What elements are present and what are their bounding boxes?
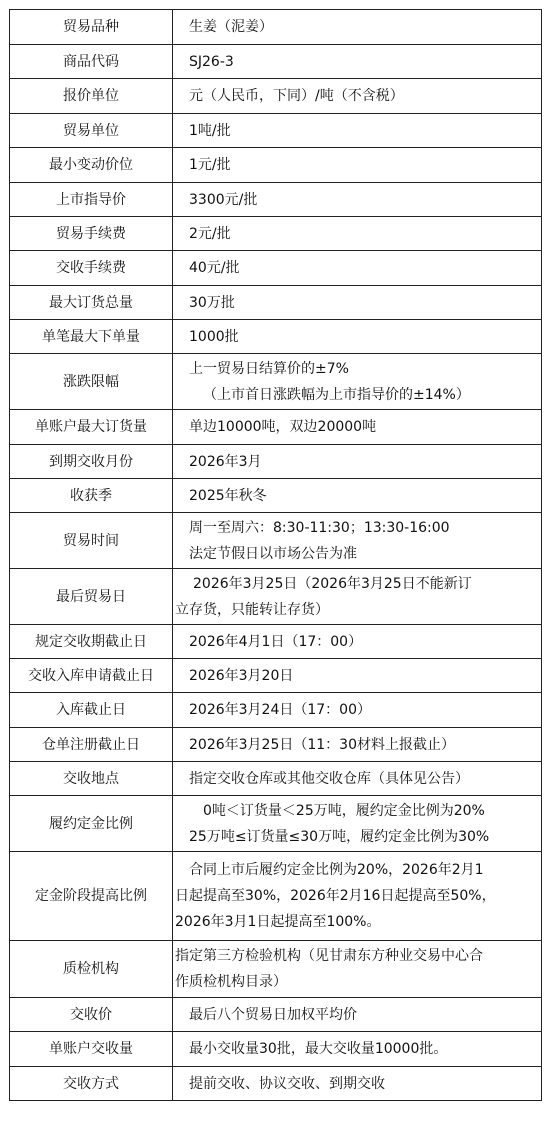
contract-spec-table <box>9 9 542 1101</box>
field-value <box>173 659 542 693</box>
field-value <box>173 1067 542 1101</box>
field-value-line: 作质检机构目录） <box>175 974 287 990</box>
table-row <box>10 10 542 45</box>
table-row <box>10 79 542 114</box>
field-label: 入库截止日 <box>10 693 173 728</box>
field-label: 规定交收期截止日 <box>10 625 173 659</box>
field-value-line: 立存货，只能转让存货） <box>175 601 329 618</box>
field-value <box>173 625 542 659</box>
field-value <box>173 354 542 410</box>
field-value-line: 生姜（泥姜） <box>189 19 273 35</box>
field-label: 涨跌限幅 <box>10 354 173 410</box>
table-row <box>10 693 542 728</box>
field-value-line: 周一至周六：8:30-11:30；13:30-16:00 <box>189 519 450 536</box>
field-value-line: 指定第三方检验机构（见甘肃东方种业交易中心合 <box>175 948 483 964</box>
field-value-line: 3300元/批 <box>189 191 258 208</box>
field-label: 到期交收月份 <box>10 445 173 479</box>
table-row <box>10 796 542 852</box>
field-value <box>173 183 542 217</box>
table-row <box>10 286 542 320</box>
table-row <box>10 183 542 217</box>
field-label: 商品代码 <box>10 45 173 79</box>
field-label: 仓单注册截止日 <box>10 728 173 762</box>
table-row <box>10 998 542 1032</box>
field-label: 交收方式 <box>10 1067 173 1101</box>
field-value-line: 2026年3月25日（11：30材料上报截止） <box>189 736 455 753</box>
field-label: 单账户最大订货量 <box>10 410 173 445</box>
field-label: 单笔最大下单量 <box>10 320 173 354</box>
table-row <box>10 852 542 941</box>
field-label: 交收地点 <box>10 762 173 796</box>
field-value-line: 2025年秋冬 <box>189 487 267 504</box>
field-value-line: 日起提高至30%，2026年2月16日起提高至50%， <box>175 888 496 904</box>
field-value <box>173 998 542 1032</box>
field-label: 贸易品种 <box>10 10 173 45</box>
field-label: 交收手续费 <box>10 251 173 286</box>
field-value <box>173 762 542 796</box>
field-value <box>173 728 542 762</box>
field-value <box>173 445 542 479</box>
field-value-line: 2026年3月24日（17：00） <box>189 702 371 718</box>
field-value-line: 2026年3月20日 <box>189 667 294 684</box>
field-value-line: 25万吨≤订货量≤30万吨，履约定金比例为30% <box>189 828 490 845</box>
table-row <box>10 941 542 998</box>
table-row <box>10 625 542 659</box>
field-value <box>173 148 542 183</box>
table-row <box>10 148 542 183</box>
field-value-line: 2026年3月 <box>189 453 262 470</box>
table-row <box>10 354 542 410</box>
table-row <box>10 410 542 445</box>
table-row <box>10 445 542 479</box>
field-value <box>173 941 542 998</box>
field-label: 交收价 <box>10 998 173 1032</box>
field-value-line: 合同上市后履约定金比例为20%，2026年2月1 <box>189 862 484 878</box>
table-row <box>10 1067 542 1101</box>
field-value <box>173 410 542 445</box>
table-row <box>10 513 542 569</box>
field-value-line: 40元/批 <box>189 260 240 276</box>
table-row <box>10 1032 542 1067</box>
field-value-line: 2026年4月1日（17：00） <box>189 633 363 650</box>
field-value-line: 0吨＜订货量＜25万吨，履约定金比例为20% <box>203 802 485 819</box>
field-label: 贸易手续费 <box>10 217 173 251</box>
field-value <box>173 1032 542 1067</box>
field-value <box>173 114 542 148</box>
field-value-line: 2026年3月25日（2026年3月25日不能新订 <box>193 575 472 592</box>
field-value-line: 30万批 <box>189 294 235 311</box>
field-value <box>173 320 542 354</box>
field-value <box>173 217 542 251</box>
table-row <box>10 659 542 693</box>
field-value-line: 单边10000吨，双边20000吨 <box>189 419 377 435</box>
field-label: 最大订货总量 <box>10 286 173 320</box>
field-value-line: （上市首日涨跌幅为上市指导价的±14%） <box>203 386 470 403</box>
table-row <box>10 45 542 79</box>
field-value <box>173 796 542 852</box>
field-label: 贸易时间 <box>10 513 173 569</box>
field-label: 收获季 <box>10 479 173 513</box>
field-value <box>173 251 542 286</box>
field-value <box>173 479 542 513</box>
field-label: 贸易单位 <box>10 114 173 148</box>
table-row <box>10 251 542 286</box>
field-label: 报价单位 <box>10 79 173 114</box>
field-value <box>173 852 542 941</box>
table-row <box>10 479 542 513</box>
field-label: 最后贸易日 <box>10 569 173 625</box>
field-value-line: 1元/批 <box>189 157 231 173</box>
table-row <box>10 762 542 796</box>
field-label: 定金阶段提高比例 <box>10 852 173 941</box>
field-value-line: 上一贸易日结算价的±7% <box>189 360 349 377</box>
field-value <box>173 569 542 625</box>
table-row <box>10 320 542 354</box>
field-value-line: 1000批 <box>189 328 239 345</box>
field-value-line: 1吨/批 <box>189 122 231 139</box>
field-label: 质检机构 <box>10 941 173 998</box>
field-value <box>173 693 542 728</box>
field-value-line: 指定交收仓库或其他交收仓库（具体见公告） <box>189 770 469 787</box>
table-row <box>10 114 542 148</box>
field-value <box>173 513 542 569</box>
field-label: 交收入库申请截止日 <box>10 659 173 693</box>
field-value <box>173 286 542 320</box>
table-row <box>10 569 542 625</box>
field-label: 履约定金比例 <box>10 796 173 852</box>
field-value-line: SJ26-3 <box>189 53 234 70</box>
table-row <box>10 728 542 762</box>
field-value-line: 2元/批 <box>189 225 231 242</box>
field-label: 最小变动价位 <box>10 148 173 183</box>
field-label: 上市指导价 <box>10 183 173 217</box>
field-value-line: 元（人民币，下同）/吨（不含税） <box>189 88 404 104</box>
field-value-line: 2026年3月1日起提高至100%。 <box>175 914 381 930</box>
table-row <box>10 217 542 251</box>
field-value-line: 最后八个贸易日加权平均价 <box>189 1006 357 1023</box>
field-label: 单账户交收量 <box>10 1032 173 1067</box>
field-value <box>173 45 542 79</box>
field-value-line: 法定节假日以市场公告为准 <box>189 545 357 562</box>
field-value <box>173 79 542 114</box>
field-value-line: 提前交收、协议交收、到期交收 <box>189 1075 385 1092</box>
field-value-line: 最小交收量30批，最大交收量10000批。 <box>189 1041 448 1057</box>
field-value <box>173 10 542 45</box>
